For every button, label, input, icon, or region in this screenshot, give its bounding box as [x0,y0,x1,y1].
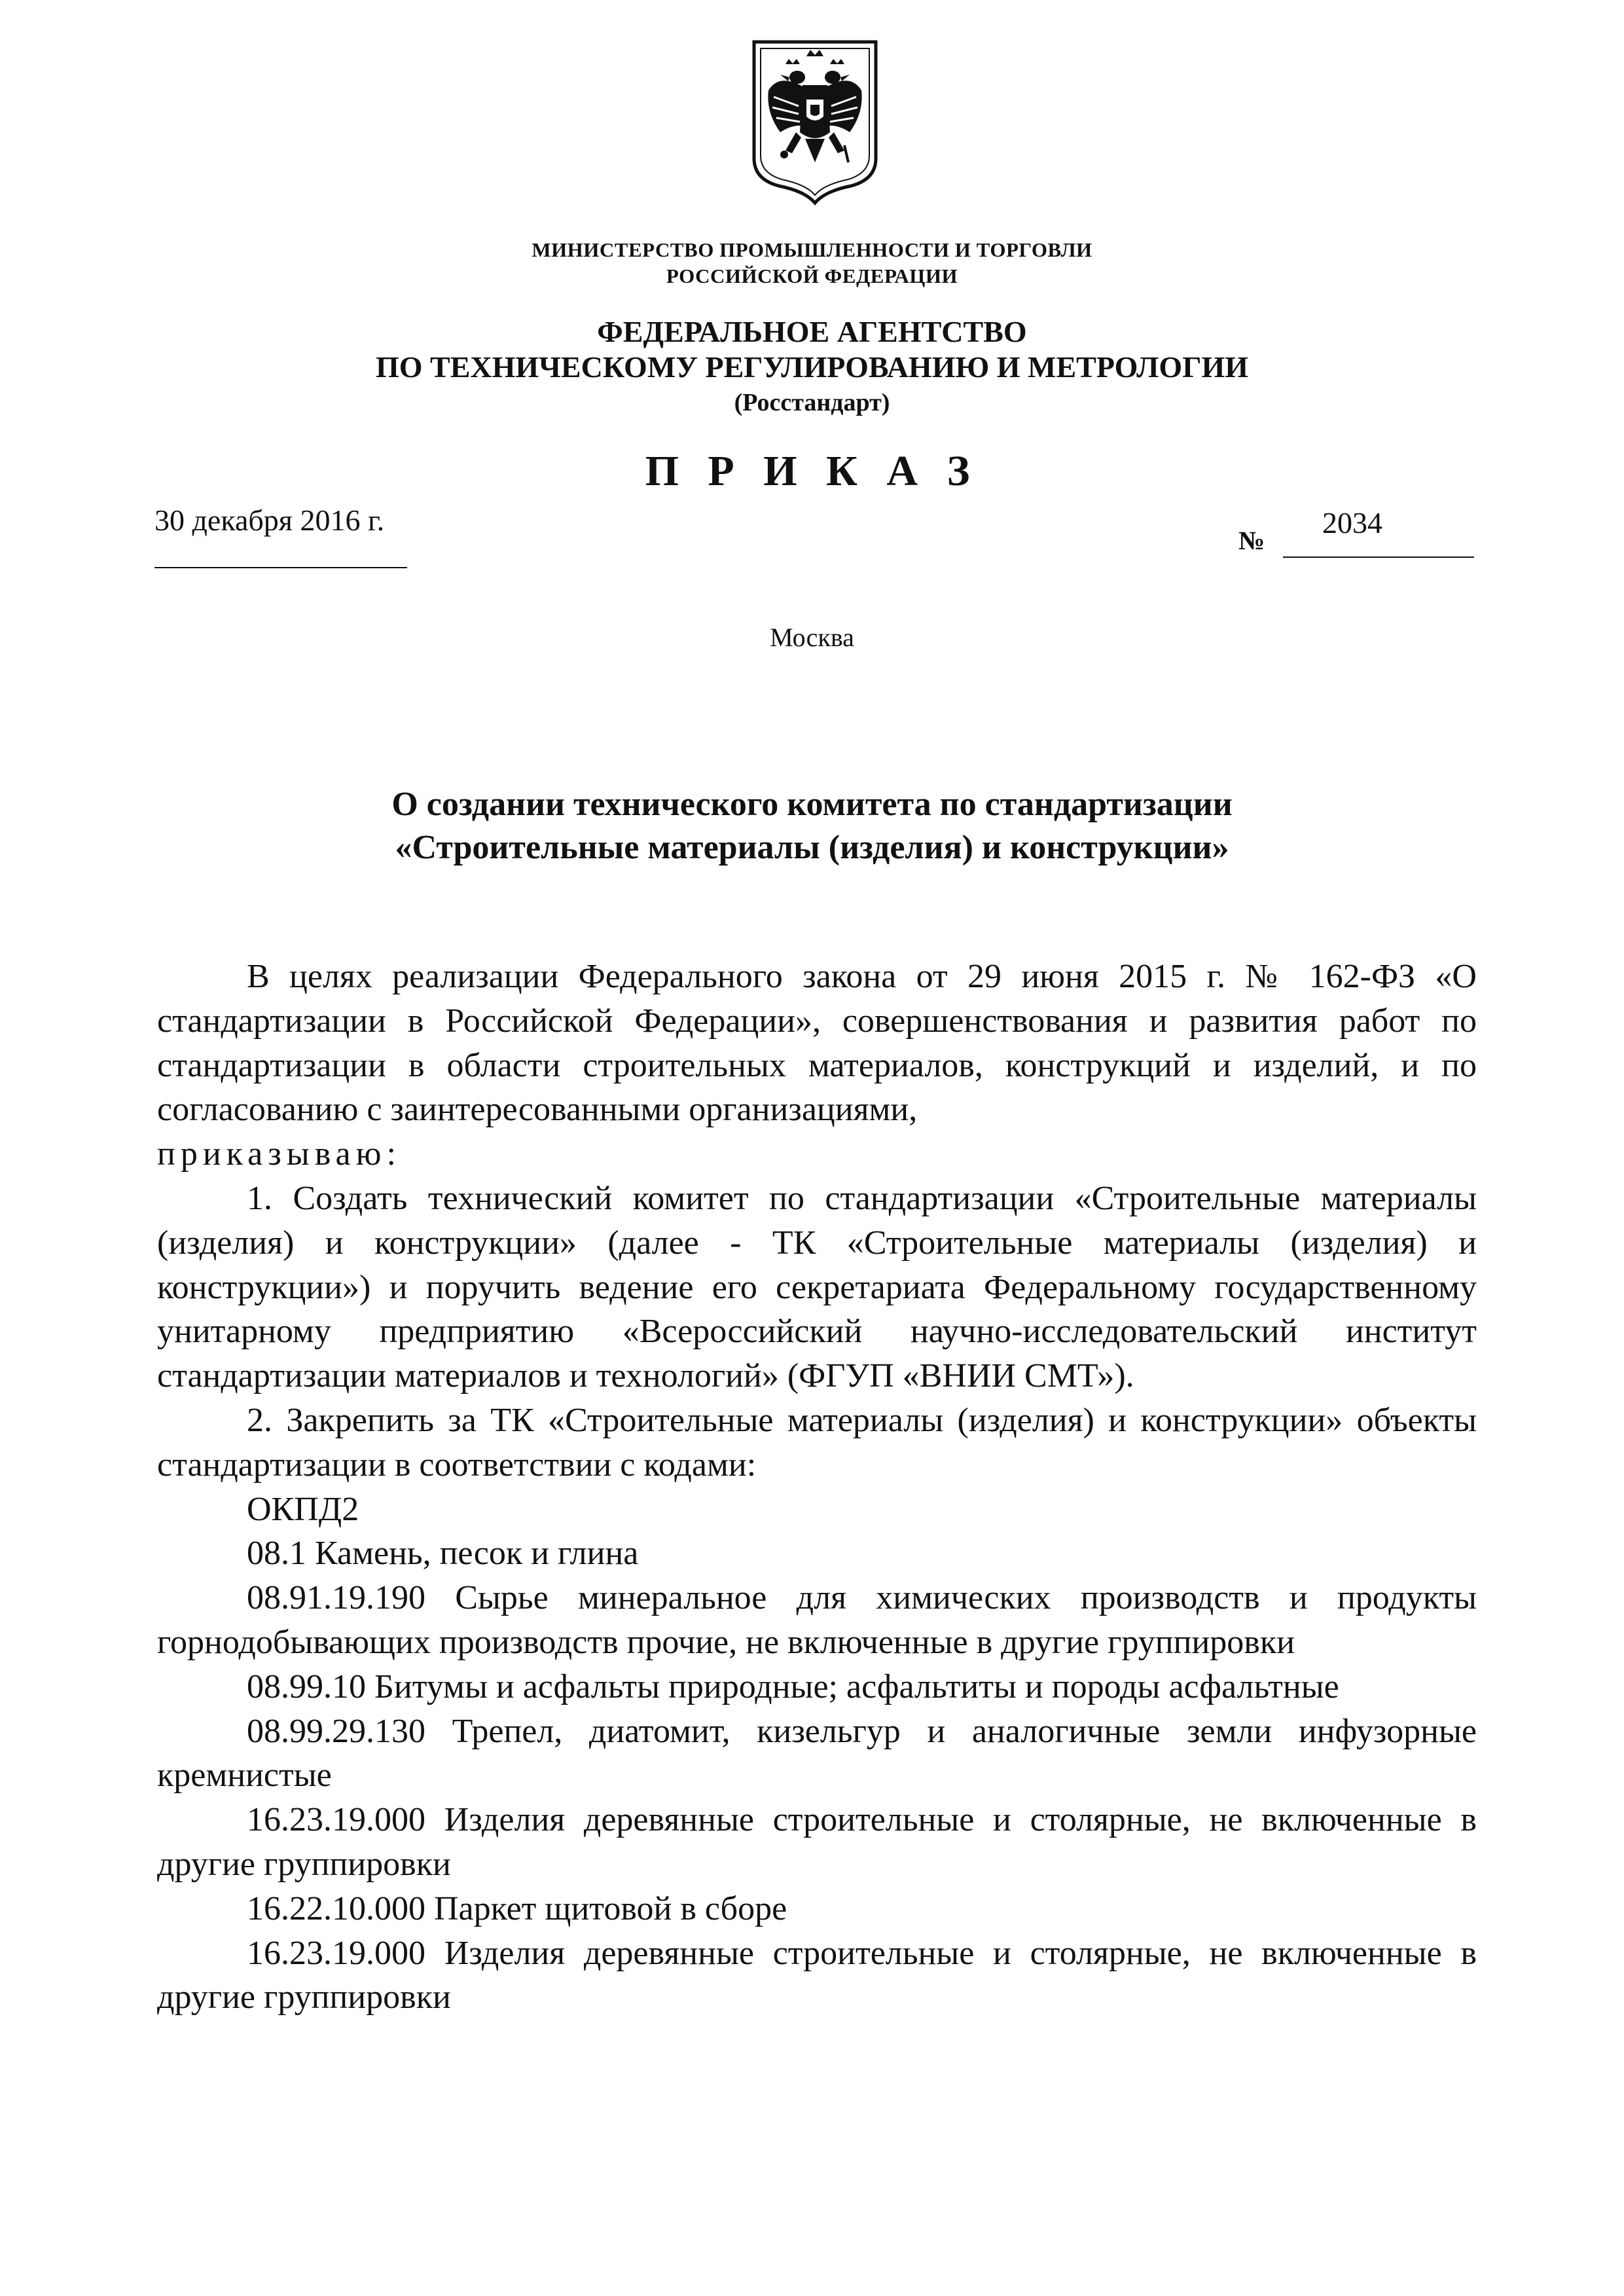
preamble-text: В целях реализации Федерального закона от 29 июня 2015 г. № 162-ФЗ «О стандартизации в Российской Федерации», совершенствования и развития работ по стандартизации в области строительных материалов, конструкций и изделий, и по согласованию с заинтересованными организациями, [157,958,1477,1129]
agency-short-name: (Росстандарт) [734,389,890,416]
number-sign: № [1238,526,1265,555]
item-2-paragraph: 2. Закрепить за ТК «Строительные материалы (изделия) и конструкции» объекты стандартизации в соответствии с кодами: [157,1401,1477,1484]
item-1-paragraph: 1. Создать технический комитет по стандартизации «Строительные материалы (изделия) и конструкции» (далее - ТК «Строительные материалы (изделия) и конструкции») и поручить ведение его секретариата Федеральному государственному унитарному предприятию «Всероссийский научно-исследовательский институт стандартизации материалов и технологий» (ФГУП «ВНИИ СМТ»). [157,1179,1477,1395]
order-date: 30 декабря 2016 г. [154,503,385,537]
title-line-1: О создании технического комитета по стандартизации [391,786,1233,823]
date-underline [154,567,407,568]
order-number: 2034 [1322,506,1382,539]
ministry-line-2: РОССИЙСКОЙ ФЕДЕРАЦИИ [666,264,958,287]
state-emblem-icon [746,34,884,206]
document-body [157,955,1477,2020]
code-item: 08.91.19.190 Сырье минеральное для химических производств и продукты горнодобывающих производств прочие, не включенные в другие группировки [157,1579,1477,1661]
code-item: 08.1 Камень, песок и глина [247,1535,639,1573]
code-item: 08.99.10 Битумы и асфальты природные; асфальтиты и породы асфальтные [247,1667,1339,1705]
code-item: 08.99.29.130 Трепел, диатомит, кизельгур и аналогичные земли инфузорные кремнистые [157,1712,1477,1795]
number-underline [1283,556,1474,558]
code-item: 16.23.19.000 Изделия деревянные строительные и столярные, не включенные в другие группировки [157,1801,1477,1883]
agency-name [0,314,1624,420]
document-type: П Р И К А З [645,447,979,495]
ministry-name [0,237,1624,289]
codes-heading: ОКПД2 [247,1490,359,1528]
title-line-2: «Строительные материалы (изделия) и конструкции» [395,829,1229,866]
ministry-line-1: МИНИСТЕРСТВО ПРОМЫШЛЕННОСТИ И ТОРГОВЛИ [532,238,1092,261]
agency-line-2: ПО ТЕХНИЧЕСКОМУ РЕГУЛИРОВАНИЮ И МЕТРОЛОГИИ [375,350,1249,384]
document-title [0,783,1624,869]
agency-line-1: ФЕДЕРАЛЬНОЕ АГЕНТСТВО [597,315,1027,348]
preamble-paragraph [157,955,1477,1176]
code-item: 16.23.19.000 Изделия деревянные строительные и столярные, не включенные в другие группировки [157,1934,1477,2016]
code-item: 16.22.10.000 Паркет щитовой в сборе [247,1889,787,1927]
order-word: приказываю: [157,1135,401,1173]
city: Москва [770,623,854,652]
